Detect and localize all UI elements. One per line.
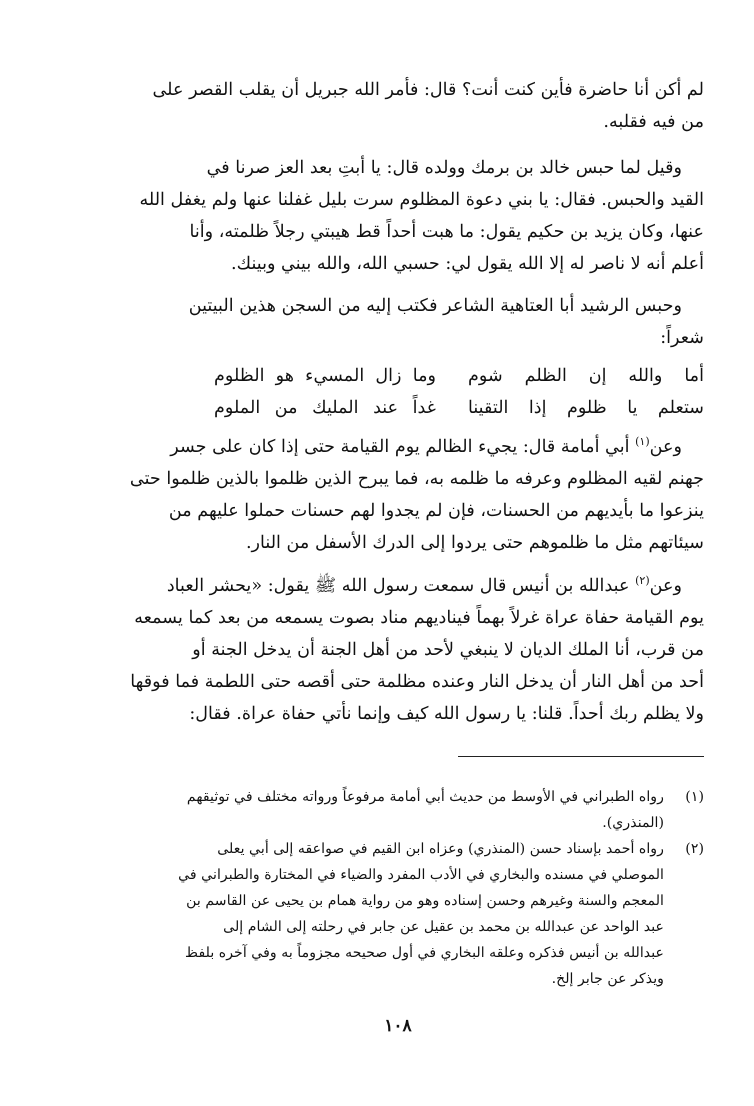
- text-line: جهنم لقيه المظلوم وعرفه ما ظلمه به، فما يبرح الذين ظلموا بالذين ظلموا حتى: [129, 469, 704, 489]
- footnote-text: [92, 784, 664, 836]
- verse-first-hemistich: أما والله إن الظلم شوم: [468, 366, 704, 386]
- text-line: ويذكر عن جابر إلخ.: [551, 971, 664, 987]
- text-segment: أبي أمامة قال: يجيء الظالم يوم القيامة حتى إذا كان على جسر: [170, 437, 636, 457]
- text-line: ولا يظلم ربك أحداً. قلنا: يا رسول الله كيف وإنما نأتي حفاة عراة. فقال:: [189, 704, 704, 724]
- paragraph-4: [92, 431, 704, 559]
- text-line: وحبس الرشيد أبا العتاهية الشاعر فكتب إليه من السجن هذين البيتين: [188, 296, 682, 316]
- footnote-1: [92, 784, 704, 836]
- footnote-number: (٢): [685, 841, 704, 857]
- paragraph-lead: وعن: [649, 576, 682, 596]
- text-line: [92, 570, 704, 602]
- paragraph-5: [92, 570, 704, 730]
- text-line: أعلم أنه لا ناصر له إلا الله يقول لي: حسبي الله، والله بيني وبينك.: [231, 254, 704, 274]
- verse: [92, 392, 704, 424]
- text-line: وقيل لما حبس خالد بن برمك وولده قال: يا أبتِ بعد العز صرنا في: [206, 158, 682, 178]
- text-line: ينزعوا ما بأيديهم من الحسنات، فإن لم يجدوا لهم حسنات حملوا عليهم من: [168, 501, 704, 521]
- footnote-2: [92, 836, 704, 992]
- text-line: من فيه فقلبه.: [603, 112, 704, 132]
- text-line: من قرب، أنا الملك الديان لا ينبغي لأحد من أهل الجنة أن يدخل الجنة أو: [192, 640, 704, 660]
- text-line: (المنذري).: [602, 815, 664, 831]
- text-line: أحد من أهل النار أن يدخل النار وعنده مظلمة حتى أقصه حتى اللطمة فما فوقها: [130, 672, 704, 692]
- footnote-reference[interactable]: (٢): [635, 574, 650, 588]
- verse-first-hemistich: ستعلم يا ظلوم إذا التقينا: [468, 398, 704, 418]
- verse: [92, 360, 704, 392]
- paragraph-3: [92, 290, 704, 354]
- text-line: الموصلي في مسنده والبخاري في الأدب المفرد والضياء في المختارة والطبراني في: [178, 867, 664, 883]
- paragraph-2: [92, 152, 704, 280]
- footnote-text: [92, 836, 664, 992]
- text-line: رواه أحمد بإسناد حسن (المنذري) وعزاه ابن القيم في صواعقه إلى أبي يعلى: [217, 841, 664, 857]
- text-line: [92, 431, 704, 463]
- text-line: المعجم والسنة وغيرهم وحسن إسناده وهو من رواية همام بن يحيى عن القاسم بن: [186, 893, 664, 909]
- poem: [92, 360, 704, 424]
- text-line: عبد الواحد عن عبدالله بن محمد بن عقيل عن جابر في رحلته إلى الشام إلى: [223, 919, 664, 935]
- footnote-separator: [458, 756, 704, 757]
- text-line: رواه الطبراني في الأوسط من حديث أبي أمامة مرفوعاً ورواته مختلف في توثيقهم: [186, 789, 664, 805]
- text-line: عبدالله بن أنيس فذكره وعلقه البخاري في أول صحيحه مجزوماً به وفي آخره بلفظ: [184, 945, 664, 961]
- footnote-reference[interactable]: (١): [635, 435, 650, 449]
- verse-second-hemistich: غداً عند المليك من الملوم: [214, 398, 436, 418]
- text-line: يوم القيامة حفاة عراة غرلاً بهماً فيناديهم مناد بصوت يسمعه من بعد كما يسمعه: [134, 608, 704, 628]
- paragraph-1: [92, 74, 704, 138]
- text-line: شعراً:: [660, 328, 704, 348]
- text-segment: عبدالله بن أنيس قال سمعت رسول الله ﷺ يقول: «يحشر العباد: [166, 576, 636, 596]
- footnote-number: (١): [685, 789, 704, 805]
- paragraph-lead: وعن: [649, 437, 682, 457]
- page-number: ١٠٨: [384, 1016, 412, 1036]
- text-line: القيد والحبس. فقال: يا بني دعوة المظلوم سرت بليل غفلنا عنها ولم يغفل الله: [139, 190, 704, 210]
- text-line: عنها، وكان يزيد بن حكيم يقول: ما هبت أحداً قط هيبتي رجلاً ظلمته، وأنا: [189, 222, 704, 242]
- book-page: [92, 74, 704, 1034]
- text-line: سيئاتهم مثل ما ظلموهم حتى يردوا إلى الدرك الأسفل من النار.: [245, 533, 704, 553]
- text-line: لم أكن أنا حاضرة فأين كنت أنت؟ قال: فأمر الله جبريل أن يقلب القصر على: [152, 80, 704, 100]
- verse-second-hemistich: وما زال المسيء هو الظلوم: [214, 366, 436, 386]
